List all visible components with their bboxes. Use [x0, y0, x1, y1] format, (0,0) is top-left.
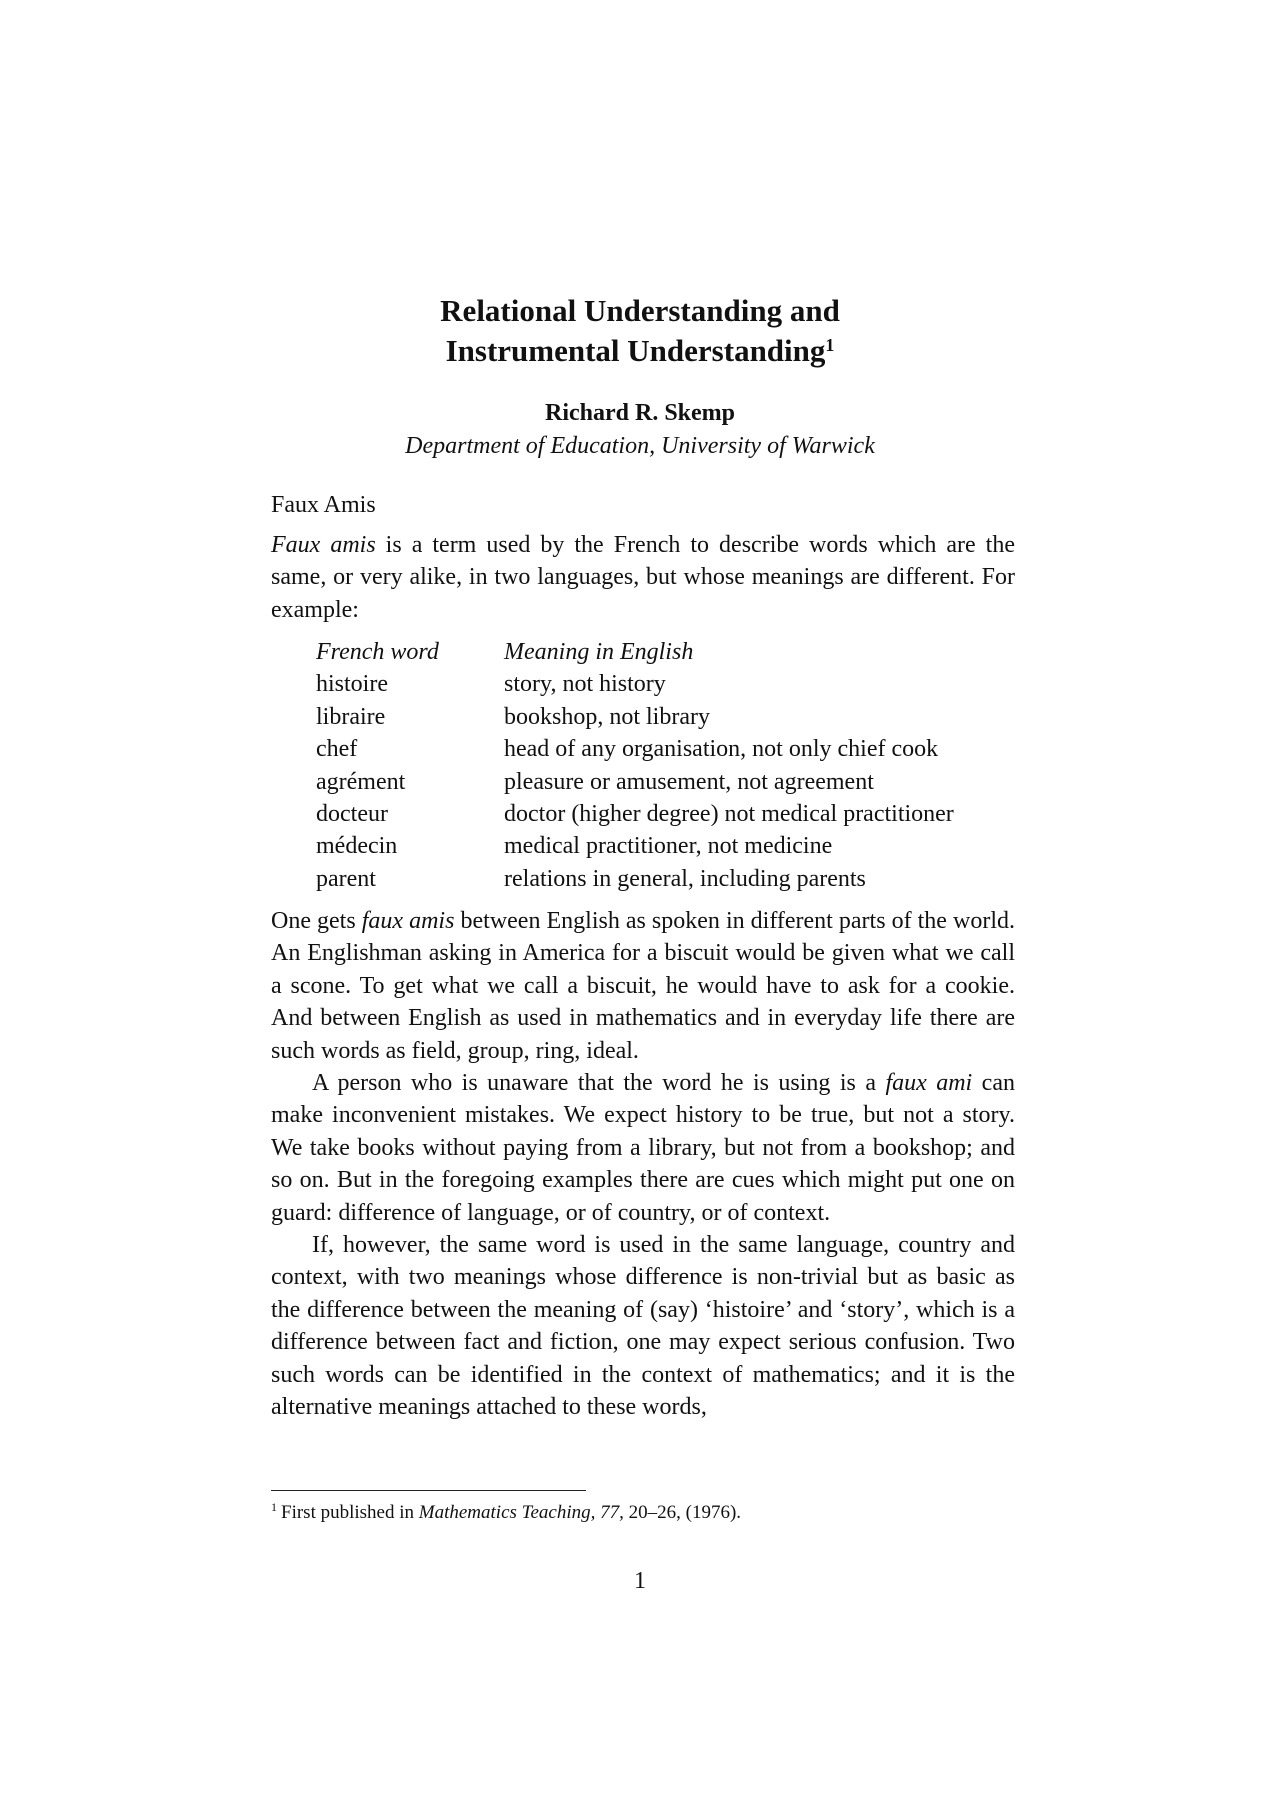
french-word: libraire [316, 703, 386, 730]
footnote [271, 1502, 741, 1524]
footnote-prefix: First published in [281, 1502, 419, 1523]
intro-paragraph [271, 529, 1015, 626]
paragraph-2 [271, 1067, 1015, 1229]
french-word: parent [316, 865, 376, 892]
french-word: chef [316, 736, 358, 763]
french-word: docteur [316, 800, 388, 827]
english-meaning: doctor (higher degree) not medical practitioner [504, 800, 954, 827]
footnote-journal: Mathematics Teaching, 77, [418, 1502, 624, 1523]
english-meaning: head of any organisation, not only chief cook [504, 736, 939, 763]
footnote-mark: 1 [271, 1500, 277, 1514]
author-name: Richard R. Skemp [544, 400, 736, 426]
para2-term: faux ami [885, 1070, 973, 1097]
page-title [0, 291, 1280, 371]
para1-term: faux amis [361, 908, 455, 934]
footnote-divider [271, 1490, 586, 1491]
header-english: Meaning in English [504, 639, 694, 665]
title-line-1: Relational Understanding and [440, 293, 840, 328]
english-meaning: story, not history [504, 671, 666, 698]
paragraph-3: If, however, the same word is used in the same language, country and context, with two meanings whose difference is non-trivial but as basic as the difference between the meaning of (say) ‘histoire’ and ‘story’, which is a difference between fact and fiction, one may expect serious confusion. Two such words can be identified in the context of mathematics; and it is the alternative meanings attached to these words, [271, 1232, 1015, 1421]
para1-start: One gets [271, 908, 362, 934]
para2-rest: can make inconvenient mistakes. We expect history to be true, but not a story. We take books without paying from a library, but not from a bookshop; and so on. But in the foregoing examples there are cues which might put one on guard: difference of language, or of country, or of context. [271, 1070, 1015, 1226]
english-meaning: relations in general, including parents [504, 865, 866, 892]
para2-start: A person who is unaware that the word he is using is a [312, 1070, 886, 1097]
body-text [271, 905, 1015, 1424]
section-heading: Faux Amis [271, 492, 376, 518]
french-word: médecin [316, 833, 398, 860]
english-meaning: pleasure or amusement, not agreement [504, 768, 874, 795]
footnote-suffix: 20–26, (1976). [623, 1502, 742, 1523]
title-line-2-text: Instrumental Understanding [445, 333, 826, 368]
french-word: histoire [316, 671, 388, 698]
author-affiliation: Department of Education, University of Warwick [405, 433, 875, 459]
page-number: 1 [634, 1568, 646, 1594]
english-meaning: medical practitioner, not medicine [504, 833, 833, 860]
paragraph-1 [271, 905, 1015, 1067]
intro-term: Faux amis [271, 532, 376, 558]
french-word: agrément [316, 768, 406, 795]
para1-rest: between English as spoken in different parts of the world. An Englishman asking in America for a biscuit would be given what we call a scone. To get what we call a biscuit, he would have to ask for a cookie. And between English as used in mathematics and in everyday life there are such words as field, group, ring, ideal. [271, 908, 1015, 1064]
header-french: French word [316, 639, 439, 665]
title-footnote-mark[interactable]: 1 [825, 335, 835, 355]
intro-text: is a term used by the French to describe words which are the same, or very alike, in two languages, but whose meanings are different. For example: [271, 532, 1016, 623]
title-line-2 [0, 331, 1280, 371]
english-meaning: bookshop, not library [504, 703, 710, 730]
